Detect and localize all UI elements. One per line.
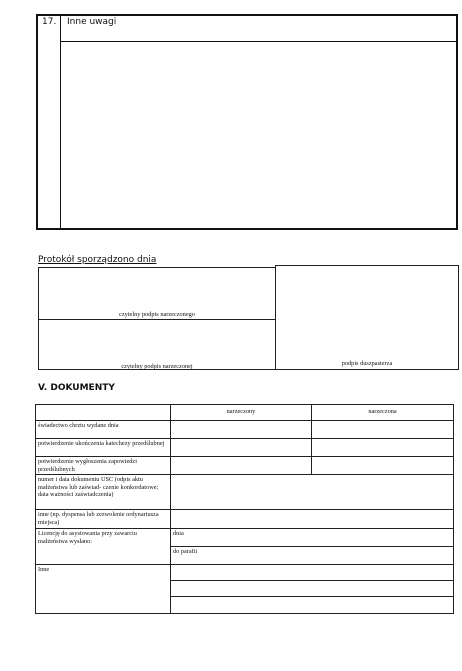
table-row-label: numer i data dokumentu USC (odpis aktu małżeństwa lub zaświad- czenie konkordatowe; data ważności zaświadczenia) bbox=[35, 474, 171, 510]
remarks-number-column bbox=[37, 15, 61, 229]
license-date-field[interactable] bbox=[170, 528, 454, 547]
table-cell-groom[interactable] bbox=[170, 456, 312, 475]
table-row-label: potwierdzenie wygłoszenia zapowiedzi przedślubnych bbox=[35, 456, 171, 475]
license-label: Licencję do asystowania przy zawarciu małżeństwa wysłano: bbox=[35, 528, 171, 565]
table-cell-groom[interactable] bbox=[170, 420, 312, 439]
table-cell-bride[interactable] bbox=[311, 456, 454, 475]
other-field-line[interactable] bbox=[170, 564, 454, 581]
table-cell-other-docs[interactable] bbox=[170, 509, 454, 529]
license-date-label: dnia bbox=[173, 530, 184, 537]
table-cell-bride[interactable] bbox=[311, 438, 454, 457]
table-row-label: potwierdzenie ukończenia katechezy przedślubnej bbox=[35, 438, 171, 457]
bride-signature-label: czytelny podpis narzeczonej bbox=[121, 363, 193, 370]
remarks-number: 17. bbox=[42, 17, 57, 27]
protocol-title: Protokół sporządzono dnia bbox=[38, 255, 157, 265]
other-field-line[interactable] bbox=[170, 596, 454, 614]
table-row-label: inne (np. dyspensa lub zezwolenie ordynariusza miejsca) bbox=[35, 509, 171, 529]
priest-signature-label: podpis duszpasterza bbox=[341, 360, 393, 367]
column-header-bride: narzeczona bbox=[311, 404, 454, 421]
remarks-text-area[interactable] bbox=[62, 42, 457, 229]
priest-signature-box[interactable] bbox=[275, 265, 459, 370]
other-field-line[interactable] bbox=[170, 580, 454, 597]
groom-signature-label: czytelny podpis narzeczonego bbox=[119, 311, 195, 318]
table-row-label: świadectwo chrztu wydane dnia bbox=[35, 420, 171, 439]
license-parish-field[interactable] bbox=[170, 546, 454, 565]
documents-title: V. DOKUMENTY bbox=[38, 383, 115, 393]
table-cell-groom[interactable] bbox=[170, 438, 312, 457]
table-cell-bride[interactable] bbox=[311, 420, 454, 439]
remarks-title: Inne uwagi bbox=[67, 17, 117, 27]
license-parish-label: do parafii bbox=[173, 548, 198, 555]
column-header-groom: narzeczony bbox=[170, 404, 312, 421]
table-header-empty bbox=[35, 404, 171, 421]
table-cell-usc[interactable] bbox=[170, 474, 454, 510]
other-label: Inne bbox=[35, 564, 171, 614]
